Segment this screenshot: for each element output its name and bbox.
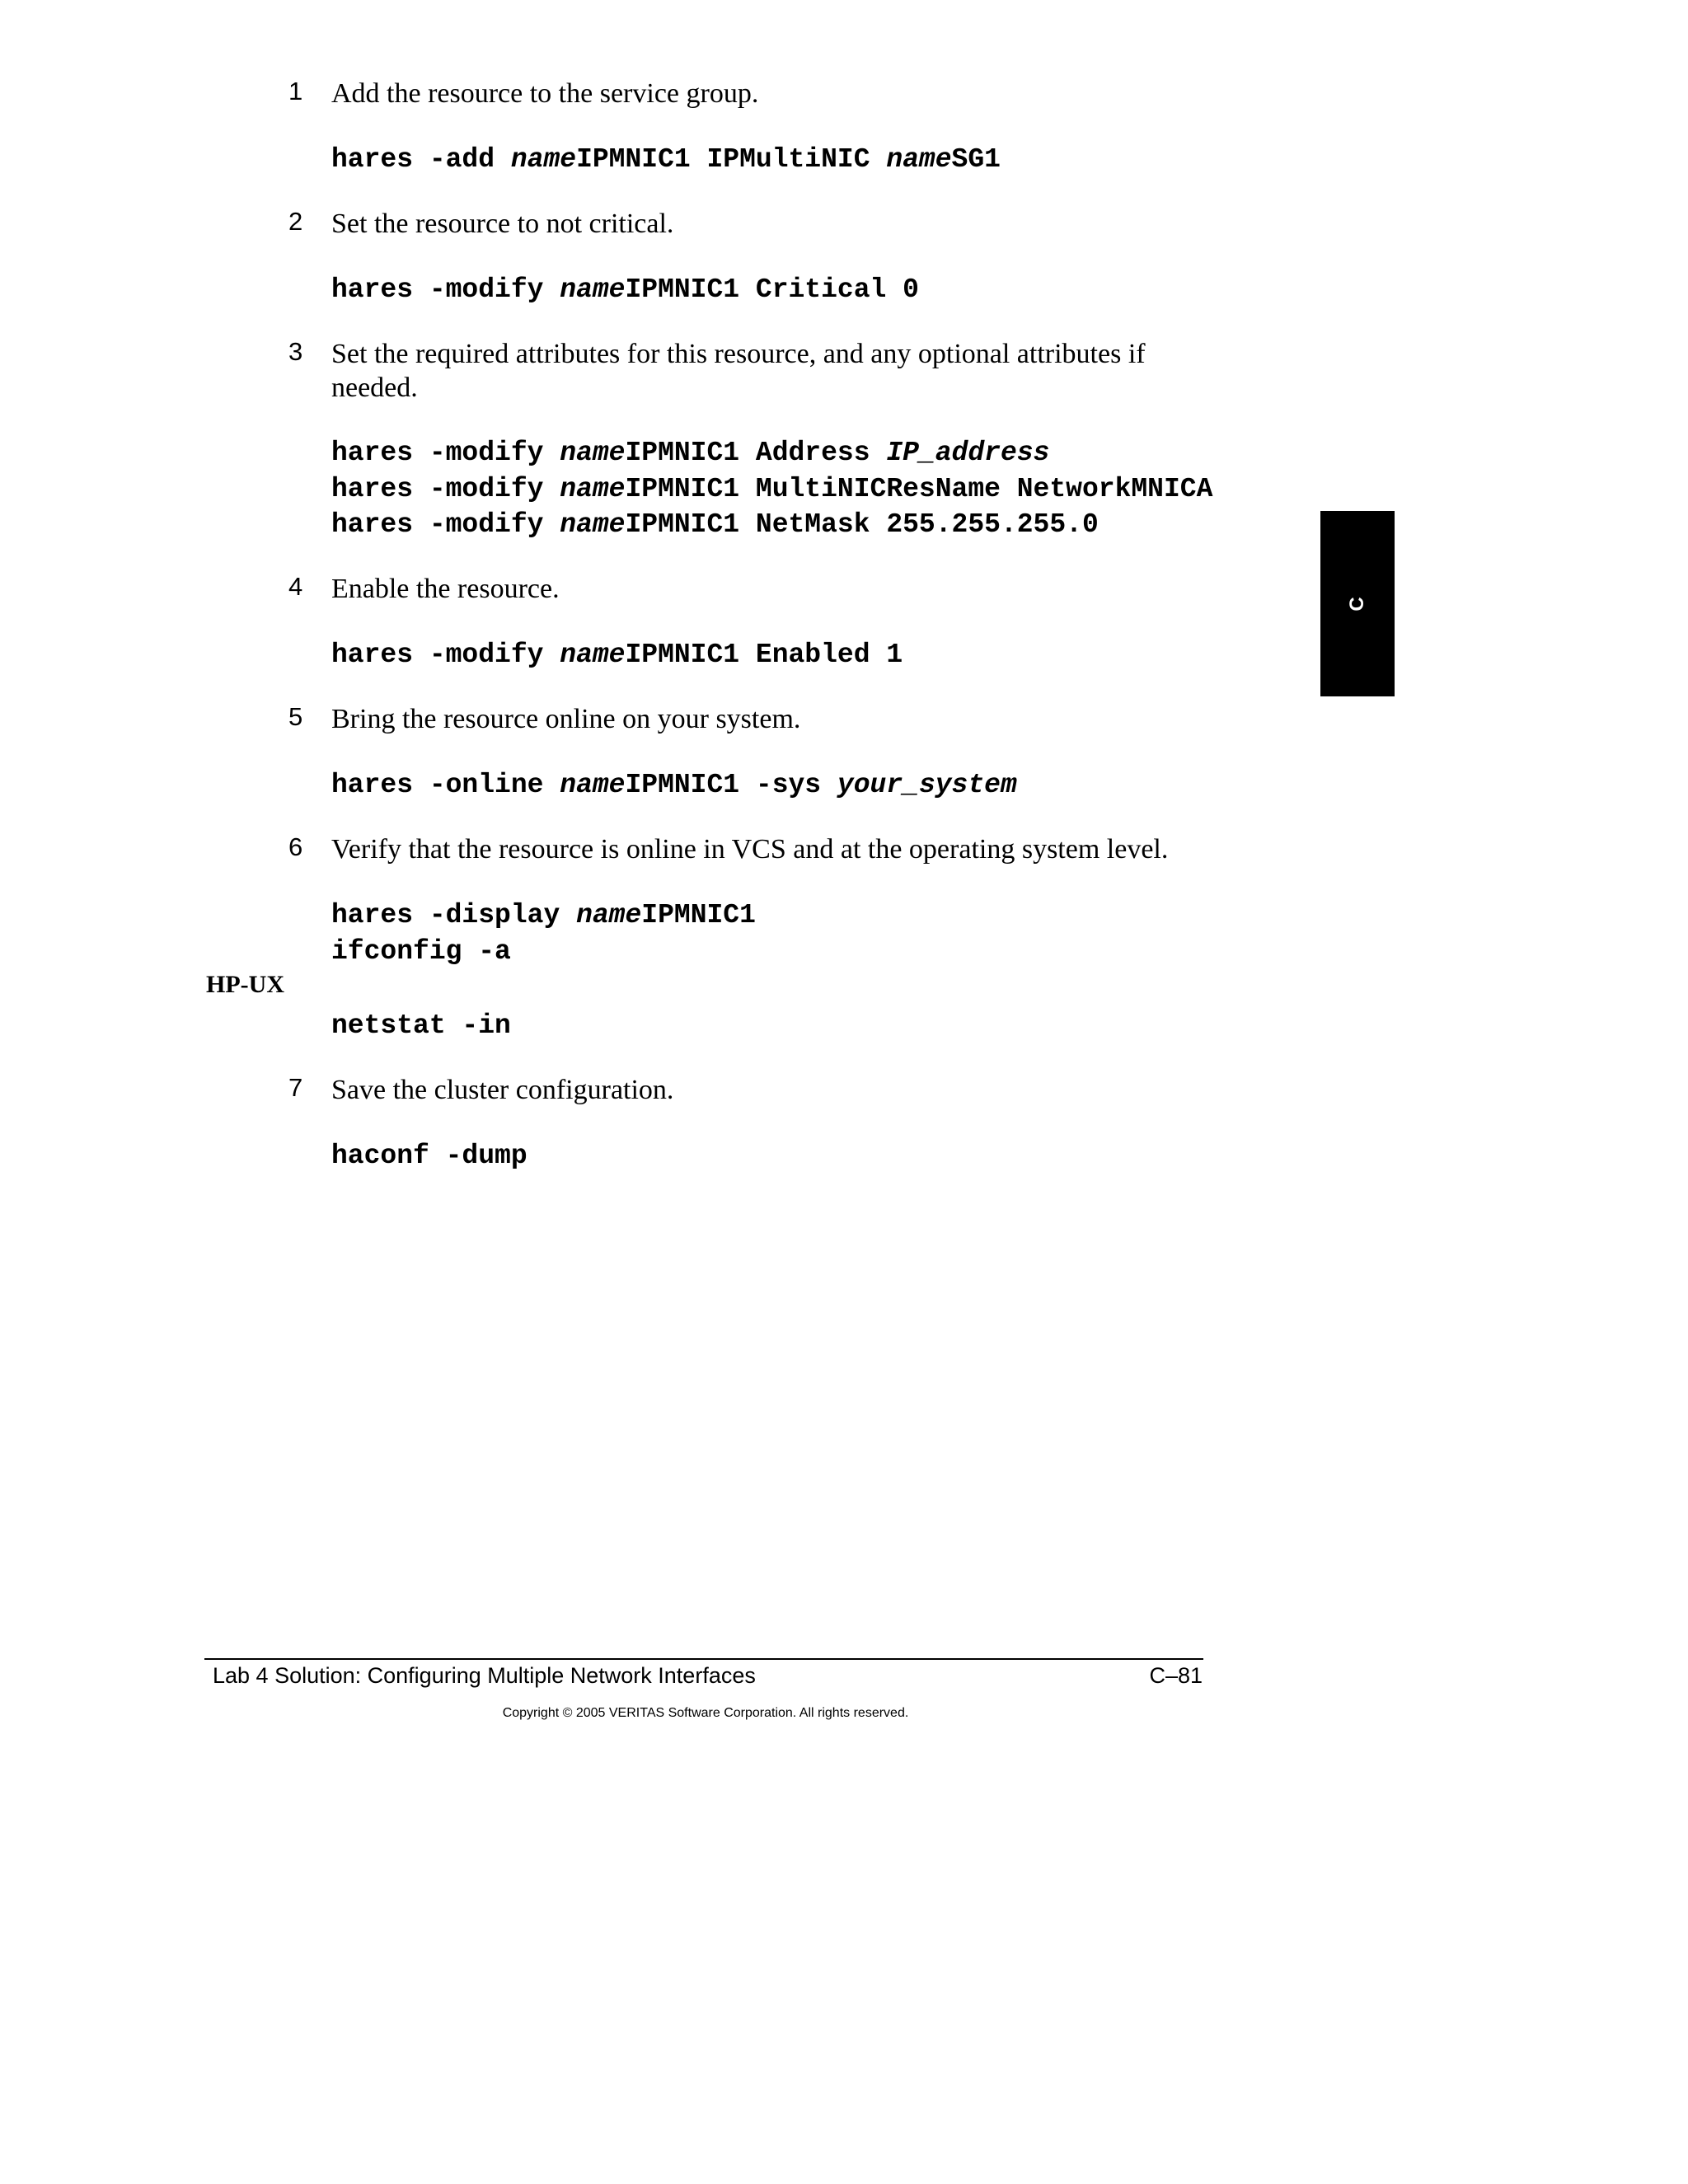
step-text: Verify that the resource is online in VCS and at the operating system level.	[331, 834, 1169, 865]
footer-title: Lab 4 Solution: Configuring Multiple Network Interfaces	[213, 1663, 756, 1688]
step-number: 1	[288, 77, 303, 105]
step-text: Bring the resource online on your system.	[331, 704, 801, 734]
step-number: 2	[288, 207, 303, 236]
step-number: 6	[288, 832, 303, 861]
command-ifconfig: ifconfig -a	[331, 936, 511, 967]
step-text: Enable the resource.	[331, 574, 560, 604]
command-netmask: hares -modify nameIPMNIC1 NetMask 255.255.255.0	[331, 509, 1099, 540]
command-dump: haconf -dump	[331, 1141, 528, 1171]
step-text: Add the resource to the service group.	[331, 78, 759, 109]
step-number: 4	[288, 572, 303, 601]
command-enabled: hares -modify nameIPMNIC1 Enabled 1	[331, 640, 903, 670]
copyright-notice: Copyright © 2005 VERITAS Software Corporation. All rights reserved.	[502, 1706, 909, 1720]
step-number: 7	[288, 1073, 303, 1102]
step-text: Set the required attributes for this resource, and any optional attributes if needed.	[331, 339, 1146, 403]
platform-label: HP-UX	[206, 971, 284, 998]
footer-divider	[204, 1658, 1203, 1660]
command-multinic: hares -modify nameIPMNIC1 MultiNICResName NetworkMNICA	[331, 474, 1213, 504]
appendix-tab	[1320, 511, 1395, 696]
command-critical: hares -modify nameIPMNIC1 Critical 0	[331, 274, 919, 305]
command-address: hares -modify nameIPMNIC1 Address IP_address	[331, 438, 1050, 468]
command-online: hares -online nameIPMNIC1 -sys your_system	[331, 770, 1017, 800]
command-add: hares -add nameIPMNIC1 IPMultiNIC nameSG1	[331, 144, 1001, 175]
page-number: C–81	[1149, 1663, 1203, 1688]
appendix-tab-letter: C	[1346, 596, 1368, 612]
command-display: hares -display nameIPMNIC1	[331, 900, 756, 930]
step-text: Save the cluster configuration.	[331, 1075, 674, 1105]
step-number: 5	[288, 702, 303, 731]
step-number: 3	[288, 337, 303, 366]
command-netstat: netstat -in	[331, 1010, 511, 1041]
step-text: Set the resource to not critical.	[331, 209, 674, 239]
